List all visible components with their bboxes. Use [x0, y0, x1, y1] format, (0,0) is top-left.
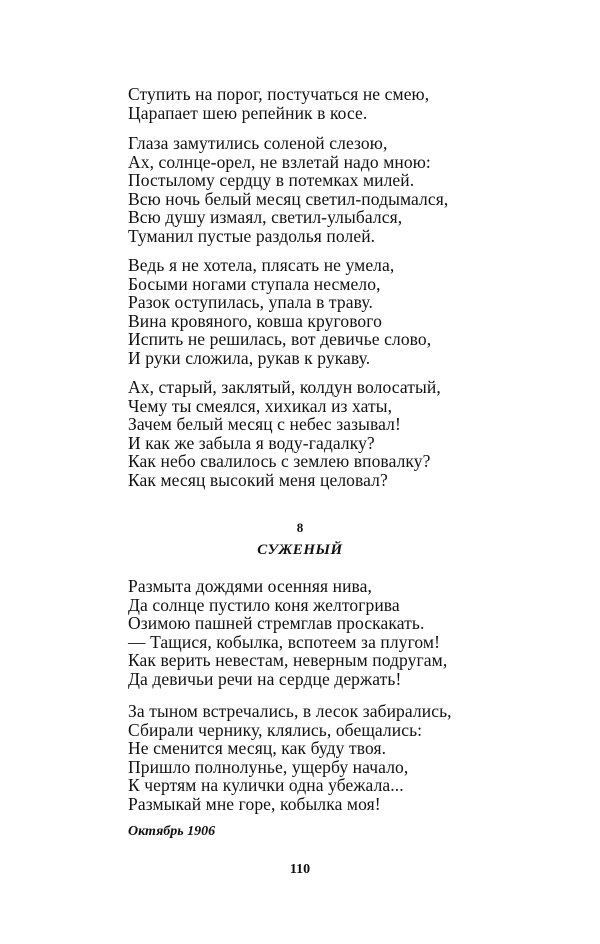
- poem-line: Вина кровяного, ковша кругового: [128, 310, 382, 331]
- poem-line: За тыном встречались, в лесок забирались,: [128, 701, 452, 721]
- poem-line: И как же забыла я воду-гадалку?: [128, 432, 375, 453]
- poem-line: К чертям на кулички одна убежала...: [128, 775, 404, 795]
- stanza: [128, 577, 578, 688]
- poem-line: Босыми ногами ступала несмело,: [128, 273, 381, 294]
- poem-line: И руки сложила, рукав к рукаву.: [128, 347, 371, 368]
- poem-line: Не сменится месяц, как буду твоя.: [128, 738, 387, 758]
- poem-line: Ведь я не хотела, плясать не умела,: [128, 255, 395, 275]
- poem-line: Пришло полнолунье, ущербу начало,: [128, 756, 409, 777]
- section-number: 8: [296, 520, 304, 535]
- stanza: [128, 85, 578, 122]
- poem-line: Сбирали чернику, клялись, обещались:: [128, 719, 423, 740]
- poem-line: Озимою пашней стремглав проскакать.: [128, 613, 425, 633]
- poem-date: Октябрь 1906: [128, 824, 216, 839]
- stanza: [128, 134, 578, 245]
- section-title: СУЖЕНЫЙ: [257, 542, 343, 558]
- page-number: 110: [289, 862, 311, 877]
- stanza: [128, 702, 578, 813]
- poem-line: Разок оступилась, упала в траву.: [128, 292, 373, 312]
- poem-line: Испить не решилась, вот девичье слово,: [128, 329, 432, 349]
- poem-line: Царапает шею репейник в косе.: [128, 102, 368, 123]
- poem-line: Всю душу измаял, светил-улыбался,: [128, 207, 403, 227]
- poem-line: — Тащися, кобылка, вспотеем за плугом!: [128, 631, 441, 652]
- poem-line: Размыкай мне горе, кобылка моя!: [128, 793, 381, 814]
- stanza: [128, 256, 578, 367]
- poem-line: Постылому сердцу в потемках милей.: [128, 170, 415, 190]
- stanza: [128, 378, 578, 489]
- poem-line: Глаза замутились соленой слезою,: [128, 133, 388, 153]
- poem-line: Как небо свалилось с землею вповалку?: [128, 451, 431, 471]
- poem-line: Ах, старый, заклятый, колдун волосатый,: [128, 377, 441, 397]
- poem-line: Чему ты смеялся, хихикал из хаты,: [128, 395, 393, 416]
- poem-line: Как верить невестам, неверным подругам,: [128, 650, 448, 670]
- poem-line: Зачем белый месяц с небес зазывал!: [128, 414, 401, 434]
- poem-line: Размыта дождями осенняя нива,: [128, 576, 373, 596]
- poem-line: Всю ночь белый месяц светил-подымался,: [128, 188, 449, 209]
- poem-line: Как месяц высокий меня целовал?: [128, 469, 388, 490]
- poem-line: Да солнце пустило коня желтогрива: [128, 594, 400, 615]
- poem-line: Туманил пустые раздолья полей.: [128, 225, 376, 246]
- poem-line: Ступить на порог, постучаться не смею,: [128, 84, 430, 104]
- poem-line: Ах, солнце-орел, не взлетай надо мною:: [128, 151, 431, 172]
- poem-line: Да девичьи речи на сердце держать!: [128, 668, 402, 689]
